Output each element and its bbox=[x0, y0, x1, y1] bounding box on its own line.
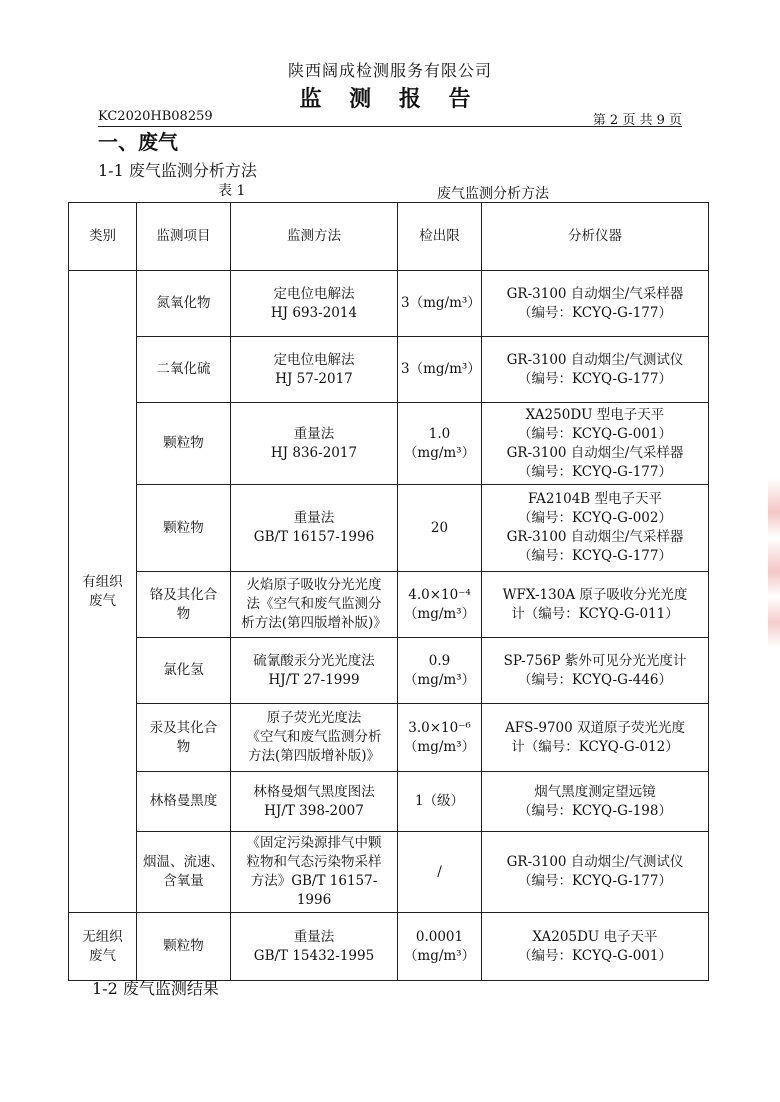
table-row bbox=[69, 704, 709, 772]
cell-line: （编号：KCYQ-G-002） bbox=[518, 510, 672, 526]
limit-cell bbox=[398, 572, 482, 638]
category-cell bbox=[69, 271, 137, 913]
cell-line: 法《空气和废气监测分 bbox=[246, 596, 382, 612]
cell-line: 原子荧光光度法 bbox=[266, 710, 362, 726]
cell-line: （mg/m³） bbox=[403, 605, 476, 622]
report-title: 监 测 报 告 bbox=[299, 86, 481, 112]
cell-line: 铬及其化合 bbox=[149, 586, 218, 603]
cell-line: 《固定污染源排气中颗 bbox=[246, 835, 382, 851]
cell-line: HJ 836-2017 bbox=[270, 444, 358, 461]
cell-line: 无组织 bbox=[82, 928, 123, 945]
report-number: KC2020HB08259 bbox=[98, 109, 213, 124]
cell-line: GB/T 15432-1995 bbox=[253, 947, 375, 964]
method-cell bbox=[231, 403, 398, 485]
item-cell bbox=[137, 704, 231, 772]
cell-line: FA2104B 型电子天平 bbox=[527, 491, 662, 507]
method-cell bbox=[231, 772, 398, 832]
cell-line: HJ 57-2017 bbox=[275, 370, 353, 387]
cell-line: 有组织 bbox=[82, 573, 123, 590]
cell-line: 方法》GB/T 16157-1996 bbox=[250, 873, 378, 908]
item-cell bbox=[137, 913, 231, 981]
cell-line: 1.0 bbox=[428, 425, 451, 442]
cell-line: 3.0×10⁻⁶ bbox=[408, 719, 471, 736]
cell-line: 3（mg/m³） bbox=[401, 295, 481, 311]
cell-line: 含氧量 bbox=[163, 873, 204, 889]
cell-line: SP-756P 紫外可见分光光度计 bbox=[503, 652, 687, 669]
instrument-cell bbox=[482, 271, 709, 337]
cell-line: XA250DU 型电子天平 bbox=[525, 406, 665, 423]
cell-line: （编号：KCYQ-G-177） bbox=[518, 463, 672, 480]
cell-line: 硫氰酸汞分光光度法 bbox=[253, 652, 375, 669]
header-instrument: 分析仪器 bbox=[482, 203, 709, 271]
section-title: 一、废气 bbox=[98, 130, 178, 154]
page-indicator: 第 2 页 共 9 页 bbox=[592, 113, 682, 128]
cell-line: 3（mg/m³） bbox=[401, 361, 481, 377]
method-cell bbox=[231, 271, 398, 337]
item-cell bbox=[137, 337, 231, 403]
method-cell bbox=[231, 485, 398, 572]
table-row bbox=[69, 913, 709, 981]
limit-cell bbox=[398, 832, 482, 913]
table-row bbox=[69, 772, 709, 832]
table-header-row bbox=[69, 203, 709, 271]
table-body bbox=[69, 271, 709, 981]
method-cell bbox=[231, 704, 398, 772]
cell-line: 0.9 bbox=[428, 652, 451, 669]
table-number: 表 1 bbox=[218, 183, 246, 199]
cell-line: 二氧化硫 bbox=[156, 361, 211, 377]
subsection-title-methods: 1-1 废气监测分析方法 bbox=[98, 161, 257, 180]
cell-line: GR-3100 自动烟尘/气测试仪 bbox=[506, 854, 684, 870]
cell-line: 颗粒物 bbox=[163, 435, 204, 451]
item-cell bbox=[137, 485, 231, 572]
cell-line: GR-3100 自动烟尘/气采样器 bbox=[506, 444, 684, 461]
limit-cell bbox=[398, 485, 482, 572]
cell-line: 方法(第四版增补版)》 bbox=[247, 748, 381, 764]
cell-line: 颗粒物 bbox=[163, 938, 204, 954]
limit-cell bbox=[398, 403, 482, 485]
instrument-cell bbox=[482, 403, 709, 485]
seal-stamp-edge bbox=[768, 478, 780, 648]
subsection-title-results: 1-2 废气监测结果 bbox=[92, 979, 219, 998]
item-cell bbox=[137, 271, 231, 337]
category-cell bbox=[69, 913, 137, 981]
report-meta-line bbox=[98, 109, 682, 127]
cell-line: 氮氧化物 bbox=[156, 295, 211, 311]
limit-cell bbox=[398, 772, 482, 832]
cell-line: 火焰原子吸收分光光度 bbox=[246, 577, 382, 593]
cell-line: 计（编号：KCYQ-G-011） bbox=[511, 605, 679, 622]
cell-line: WFX-130A 原子吸收分光光度 bbox=[502, 586, 688, 603]
cell-line: （编号：KCYQ-G-446） bbox=[518, 671, 672, 688]
item-cell bbox=[137, 403, 231, 485]
cell-line: （编号：KCYQ-G-177） bbox=[518, 873, 672, 889]
cell-line: （mg/m³） bbox=[403, 947, 476, 964]
cell-line: 林格曼黑度 bbox=[149, 793, 218, 809]
instrument-cell bbox=[482, 485, 709, 572]
instrument-cell bbox=[482, 772, 709, 832]
methods-table bbox=[68, 202, 709, 981]
table-row bbox=[69, 485, 709, 572]
cell-line: 计（编号：KCYQ-G-012） bbox=[511, 738, 679, 755]
item-cell bbox=[137, 572, 231, 638]
cell-line: 颗粒物 bbox=[163, 519, 204, 536]
limit-cell bbox=[398, 337, 482, 403]
cell-line: 废气 bbox=[89, 947, 116, 964]
cell-line: 重量法 bbox=[293, 510, 335, 526]
method-cell bbox=[231, 337, 398, 403]
cell-line: 重量法 bbox=[293, 425, 335, 442]
table-caption: 废气监测分析方法 bbox=[437, 186, 549, 202]
header-category: 类别 bbox=[69, 203, 137, 271]
table-row bbox=[69, 638, 709, 704]
limit-cell bbox=[398, 271, 482, 337]
table-row bbox=[69, 271, 709, 337]
cell-line: GR-3100 自动烟尘/气采样器 bbox=[506, 285, 684, 302]
cell-line: 废气 bbox=[89, 592, 116, 609]
cell-line: 20 bbox=[430, 519, 449, 536]
limit-cell bbox=[398, 638, 482, 704]
cell-line: 1（级） bbox=[414, 793, 465, 809]
cell-line: GB/T 16157-1996 bbox=[253, 529, 375, 545]
cell-line: （编号：KCYQ-G-198） bbox=[518, 802, 672, 819]
cell-line: 定电位电解法 bbox=[273, 285, 355, 302]
cell-line: 物 bbox=[176, 605, 191, 622]
cell-line: HJ 693-2014 bbox=[270, 304, 358, 321]
cell-line: 粒物和气态污染物采样 bbox=[246, 854, 382, 870]
instrument-cell bbox=[482, 572, 709, 638]
cell-line: （编号：KCYQ-G-001） bbox=[518, 947, 672, 964]
cell-line: 定电位电解法 bbox=[273, 351, 355, 368]
table-row bbox=[69, 832, 709, 913]
cell-line: 氯化氢 bbox=[163, 662, 204, 678]
cell-line: GR-3100 自动烟尘/气测试仪 bbox=[506, 351, 684, 368]
instrument-cell bbox=[482, 704, 709, 772]
cell-line: / bbox=[437, 863, 442, 880]
cell-line: 烟气黑度测定望远镜 bbox=[534, 783, 656, 800]
cell-line: （编号：KCYQ-G-177） bbox=[518, 548, 672, 564]
item-cell bbox=[137, 772, 231, 832]
instrument-cell bbox=[482, 913, 709, 981]
cell-line: 4.0×10⁻⁴ bbox=[408, 586, 471, 603]
cell-line: 析方法(第四版增补版)》 bbox=[241, 615, 387, 631]
cell-line: 烟温、流速、 bbox=[143, 854, 224, 870]
instrument-cell bbox=[482, 337, 709, 403]
header-limit: 检出限 bbox=[398, 203, 482, 271]
cell-line: （编号：KCYQ-G-001） bbox=[518, 425, 672, 442]
cell-line: 《空气和废气监测分析 bbox=[246, 729, 382, 745]
cell-line: （编号：KCYQ-G-177） bbox=[518, 304, 672, 321]
instrument-cell bbox=[482, 832, 709, 913]
method-cell bbox=[231, 638, 398, 704]
table-row bbox=[69, 403, 709, 485]
cell-line: AFS-9700 双道原子荧光光度 bbox=[504, 719, 686, 736]
method-cell bbox=[231, 832, 398, 913]
cell-line: 物 bbox=[176, 738, 191, 755]
limit-cell bbox=[398, 704, 482, 772]
header-method: 监测方法 bbox=[231, 203, 398, 271]
cell-line: HJ/T 27-1999 bbox=[268, 671, 360, 688]
method-cell bbox=[231, 913, 398, 981]
cell-line: （mg/m³） bbox=[403, 738, 476, 755]
cell-line: （编号：KCYQ-G-177） bbox=[518, 370, 672, 387]
item-cell bbox=[137, 832, 231, 913]
instrument-cell bbox=[482, 638, 709, 704]
cell-line: 汞及其化合 bbox=[149, 719, 218, 736]
method-cell bbox=[231, 572, 398, 638]
cell-line: HJ/T 398-2007 bbox=[264, 802, 364, 819]
cell-line: 林格曼烟气黑度图法 bbox=[253, 783, 375, 800]
cell-line: GR-3100 自动烟尘/气采样器 bbox=[506, 529, 684, 545]
company-name: 陕西阔成检测服务有限公司 bbox=[287, 61, 492, 80]
cell-line: （mg/m³） bbox=[403, 671, 476, 688]
cell-line: （mg/m³） bbox=[403, 444, 476, 461]
item-cell bbox=[137, 638, 231, 704]
cell-line: XA205DU 电子天平 bbox=[532, 928, 658, 945]
cell-line: 重量法 bbox=[293, 928, 335, 945]
table-row bbox=[69, 337, 709, 403]
limit-cell bbox=[398, 913, 482, 981]
header-item: 监测项目 bbox=[137, 203, 231, 271]
table-row bbox=[69, 572, 709, 638]
cell-line: 0.0001 bbox=[415, 928, 464, 945]
